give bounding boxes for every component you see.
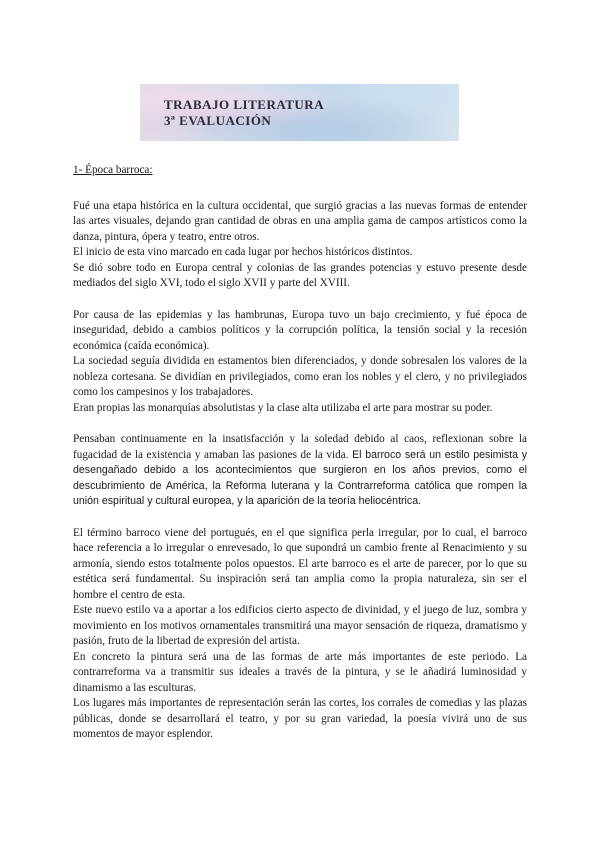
- paragraph: Los lugares más importantes de representación serán las cortes, los corrales de comedias y las plazas públicas, donde se desarrollará el teatro, y por su gran variedad, la poesía vivirá uno de sus momentos de mayor esplendor.: [73, 697, 527, 740]
- paragraph-text-sans: El barroco será un estilo pesimista y desengañado debido a los acontecimientos que surgieron en los años previos, como el descubrimiento de América, la Reforma luterana y la Contrarreforma católica que rompen la unión espiritual y cultural europea, y la aparición de la teoría heliocéntrica.: [73, 448, 528, 507]
- paragraph: El término barroco viene del portugués, en el que significa perla irregular, por lo cual, el barroco hace referencia a lo irregular o enrevesado, lo que supondrá un cambio frente al Renacimiento y su armonía, siendo estos totalmente polos opuestos. El arte barroco es el arte de parecer, por lo que su estética será fundamental. Su inspiración será tan amplia como la propia naturaleza, sin ser el hombre el centro de esta.: [73, 526, 527, 601]
- paragraph: El inicio de esta vino marcado en cada lugar por hechos históricos distintos.: [73, 246, 413, 258]
- banner-title: TRABAJO LITERATURA: [164, 97, 325, 112]
- paragraph: En concreto la pintura será una de las formas de arte más importantes de este periodo. La contrarreforma va a transmitir sus ideales a través de la pintura, y se le añadirá luminosidad y dinamismo a las esculturas.: [73, 650, 527, 694]
- paragraph: Fué una etapa histórica en la cultura occidental, que surgió gracias a las nuevas formas de entender las artes visuales, dejando gran cantidad de obras en una amplia gama de campos artísticos como la danza, pintura, ópera y teatro, entre otros.: [73, 199, 527, 243]
- title-banner: [140, 84, 459, 141]
- paragraph: Este nuevo estilo va a aportar a los edificios cierto aspecto de divinidad, y el juego de luz, sombra y movimiento en los motivos ornamentales transmitirá una mayor sensación de riqueza, dramatismo y pasión, fruto de la libertad de expresión del artista.: [73, 604, 527, 647]
- paragraph: [73, 432, 527, 510]
- document-body: [73, 163, 527, 743]
- paragraph: Eran propias las monarquías absolutistas y la clase alta utilizaba el arte para mostrar su poder.: [73, 401, 493, 414]
- banner-subtitle: 3ª EVALUACIÓN: [164, 113, 272, 128]
- paragraph: Por causa de las epidemias y las hambrunas, Europa tuvo un bajo crecimiento, y fué época de inseguridad, debido a cambios políticos y la corrupción política, la tensión social y la recesión económica (caída económica).: [73, 308, 527, 352]
- section-heading: 1- Época barroca:: [73, 164, 153, 176]
- paragraph: La sociedad seguía dividida en estamentos bien diferenciados, y donde sobresalen los valores de la nobleza cortesana. Se dividían en privilegiados, como eran los nobles y el clero, y no privilegiados como los campesinos y los trabajadores.: [73, 355, 527, 398]
- paragraph-text: Pensaban continuamente en la insatisfacción y la soledad debido al caos, reflexionan sobre la fugacidad de la existencia y amaban las pasiones de la vida.: [73, 433, 527, 461]
- paragraph: Se dió sobre todo en Europa central y colonias de las grandes potencias y estuvo presente desde mediados del siglo XVI, todo el siglo XVII y parte del XVIII.: [73, 261, 527, 289]
